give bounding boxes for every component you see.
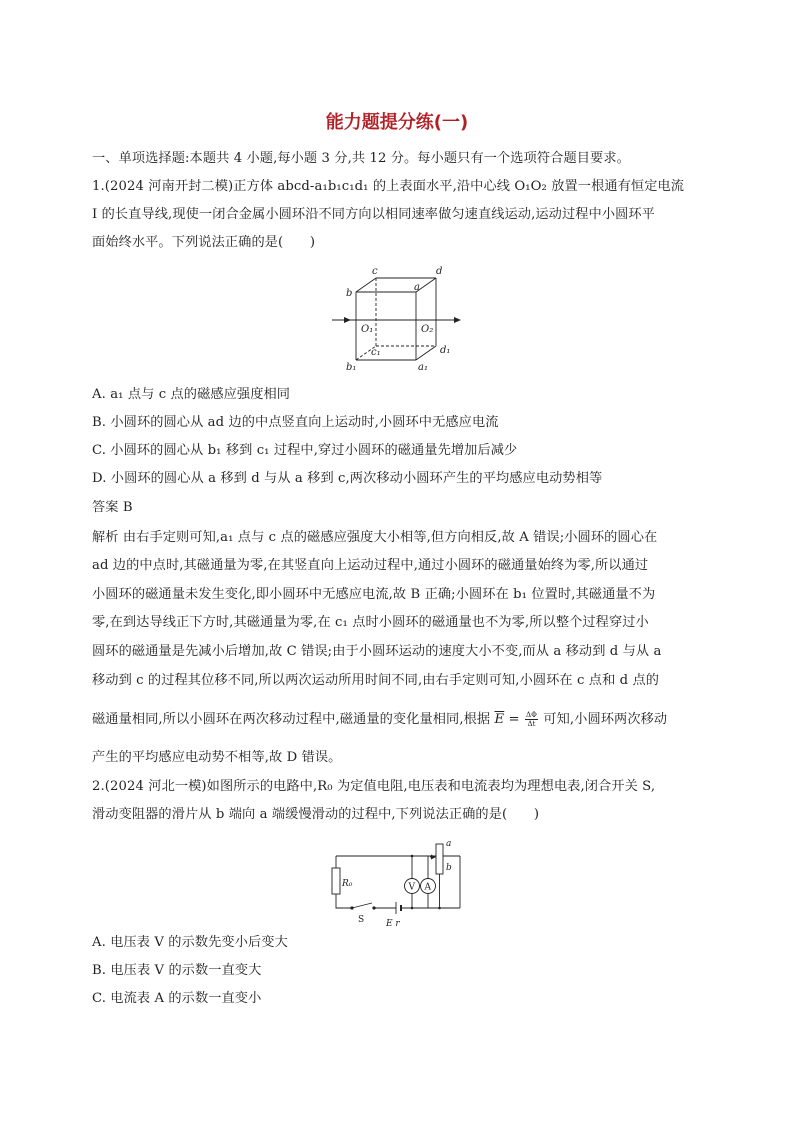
circuit-label-v: V [408,882,415,893]
circuit-label-switch: S [358,915,365,925]
q1-analysis-line-1: 解析 由右手定则可知,a₁ 点与 c 点的磁感应强度大小相等,但方向相反,故 A 错误;小圆环的圆心在 [92,530,658,545]
analysis-text-post: 可知,小圆环两次移动 [543,712,668,727]
q1-option-c: C. 小圆环的圆心从 b₁ 移到 c₁ 过程中,穿过小圆环的磁通量先增加后减少 [92,443,518,458]
q1-stem-line-3: 面始终水平。下列说法正确的是( ) [92,235,316,250]
formula-denominator: Δt [527,720,536,728]
q1-stem-line-2: I 的长直导线,现使一闭合金属小圆环沿不同方向以相同速率做匀速直线运动,运动过程中小圆环平 [92,207,655,222]
cube-label-b1: b₁ [346,362,357,373]
circuit-label-b: b [446,863,452,873]
q1-analysis-line-5: 圆环的磁通量是先减小后增加,故 C 错误;由于小圆环运动的速度大小不变,而从 a 移动到 d 与从 a [92,644,662,659]
q2-stem-line-1: 2.(2024 河北一模)如图所示的电路中,R₀ 为定值电阻,电压表和电流表均为理想电表,闭合开关 S, [92,779,656,794]
cube-label-o2: O₂ [421,324,434,335]
formula-numerator: ΔΦ [526,711,537,719]
q1-analysis-line-7 [92,711,704,729]
circuit-label-battery: E r [386,919,400,928]
circuit-label-a: a [446,839,452,849]
cube-label-d: d [436,266,443,277]
q1-option-d: D. 小圆环的圆心从 a 移到 d 与从 a 移到 c,两次移动小圆环产生的平均感应电动势相等 [92,471,603,486]
formula-equals: = [508,712,520,727]
cube-label-c: c [372,266,378,277]
circuit-label-ammeter: A [424,882,431,893]
circuit-figure [324,834,464,928]
cube-label-a1: a₁ [418,362,428,373]
q2-option-a: A. 电压表 V 的示数先变小后变大 [92,935,288,950]
q1-answer: 答案 B [92,500,133,515]
circuit-label-r0: R₀ [342,879,353,889]
cube-label-b: b [346,288,353,299]
cube-figure [328,262,468,374]
analysis-text-pre: 磁通量相同,所以小圆环在两次移动过程中,磁通量的变化量相同,根据 [92,712,491,727]
q1-analysis-line-8: 产生的平均感应电动势不相等,故 D 错误。 [92,750,342,765]
q1-analysis-line-6: 移动到 c 的过程其位移不同,所以两次运动所用时间不同,由右手定则可知,小圆环在 c 点和 d 点的 [92,673,660,688]
cube-label-a: a [414,282,420,293]
q1-option-b: B. 小圆环的圆心从 ad 边的中点竖直向上运动时,小圆环中无感应电流 [92,415,499,430]
q1-stem-line-1: 1.(2024 河南开封二模)正方体 abcd-a₁b₁c₁d₁ 的上表面水平,沿中心线 O₁O₂ 放置一根通有恒定电流 [92,179,685,194]
q1-option-a: A. a₁ 点与 c 点的磁感应强度相同 [92,387,291,402]
q1-analysis-line-4: 零,在到达导线正下方时,其磁通量为零,在 c₁ 点时小圆环的磁通量也不为零,所以整个过程穿过小 [92,615,649,630]
q2-option-c: C. 电流表 A 的示数一直变小 [92,991,262,1006]
q1-analysis-line-3: 小圆环的磁通量未发生变化,即小圆环中无感应电流,故 B 正确;小圆环在 b₁ 位置时,其磁通量不为 [92,587,656,602]
page-title: 能力题提分练(一) [325,112,469,133]
q2-stem-line-2: 滑动变阻器的滑片从 b 端向 a 端缓慢滑动的过程中,下列说法正确的是( ) [92,807,540,822]
formula-fraction [525,711,538,728]
q2-option-b: B. 电压表 V 的示数一直变大 [92,963,262,978]
section-header: 一、单项选择题:本题共 4 小题,每小题 3 分,共 12 分。每小题只有一个选项符合题目要求。 [92,151,630,166]
cube-label-o1: O₁ [361,324,374,335]
cube-label-d1: d₁ [440,345,451,356]
cube-label-c1: c₁ [371,347,381,358]
q1-analysis-line-2: ad 边的中点时,其磁通量为零,在其竖直向上运动过程中,通过小圆环的磁通量始终为零,所以通过 [92,558,649,573]
formula-lhs: $\overline{E}$ [494,712,505,727]
